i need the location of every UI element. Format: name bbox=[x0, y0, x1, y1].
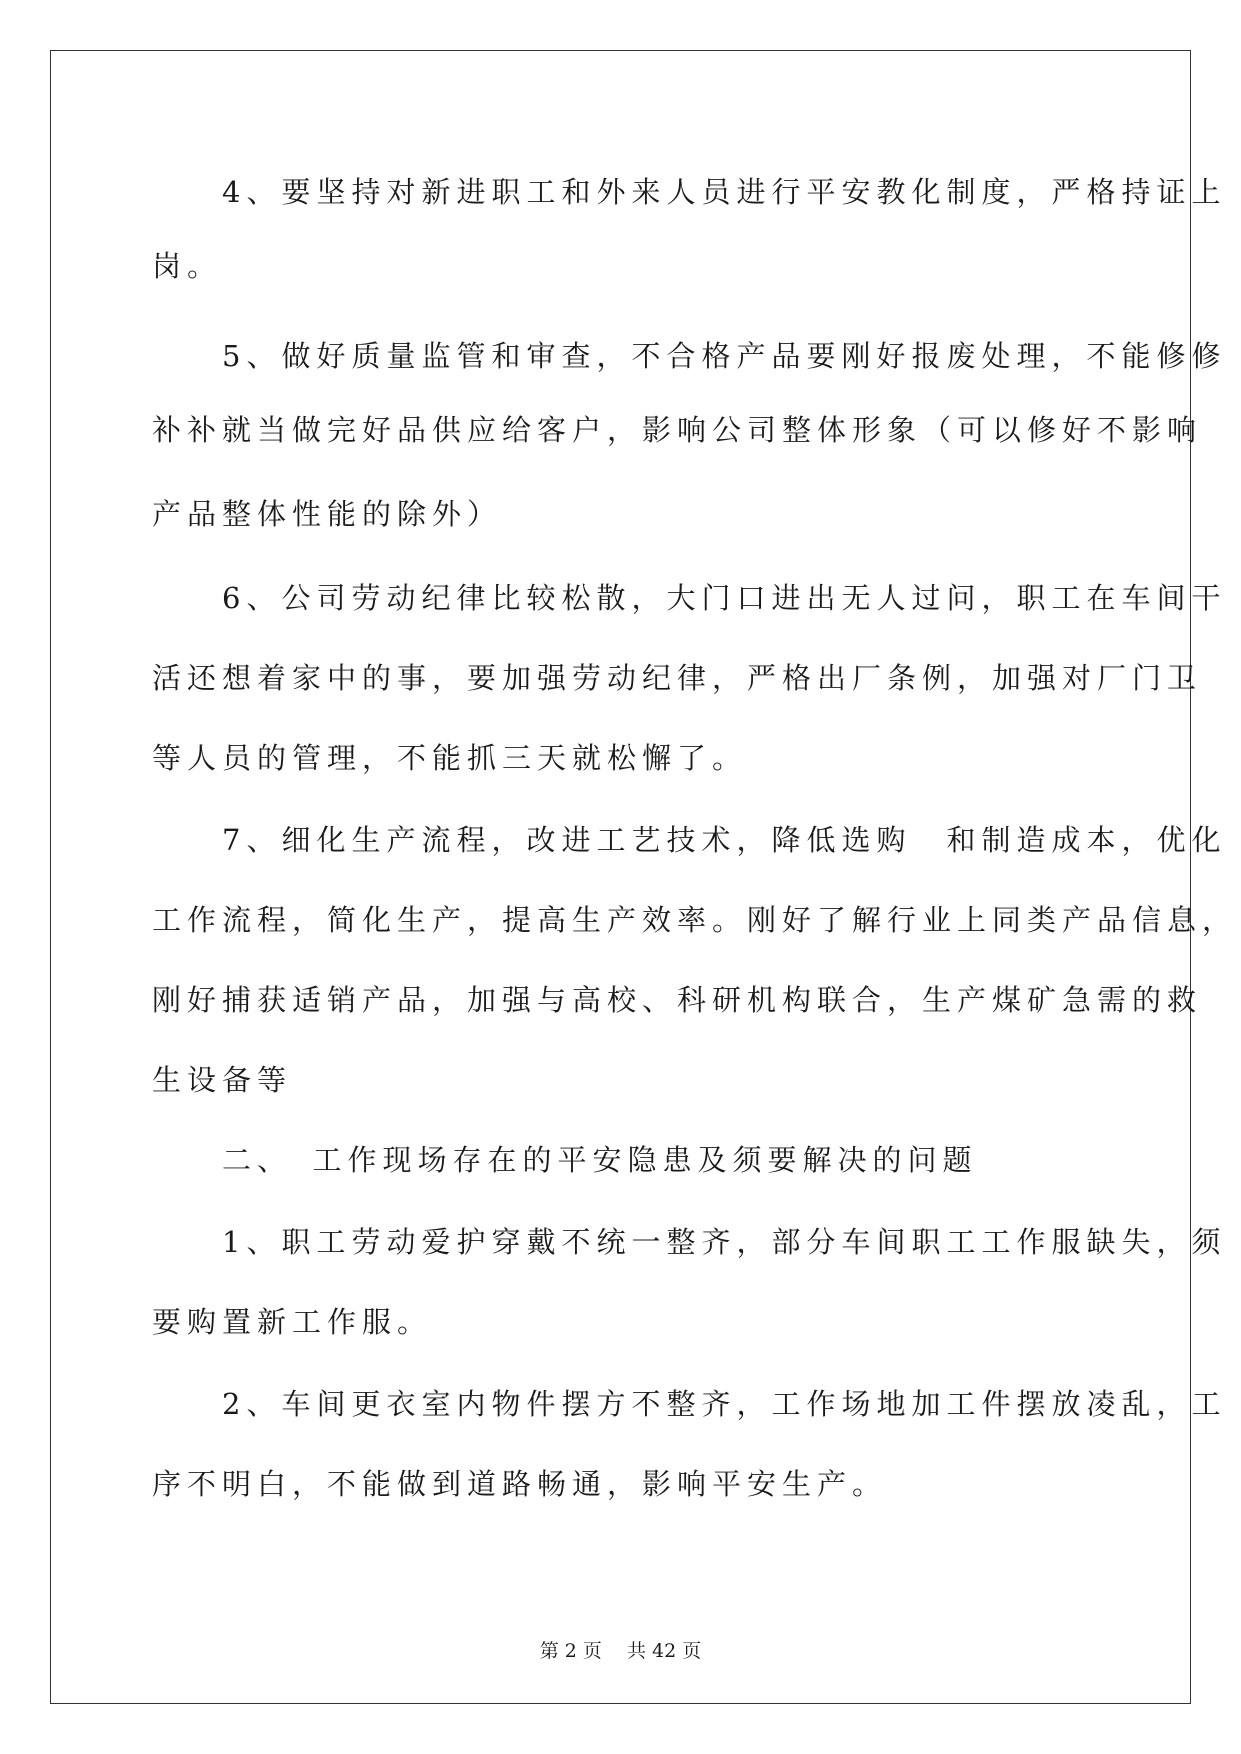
text-line: 工作流程，简化生产，提高生产效率。刚好了解行业上同类产品信息， bbox=[152, 903, 1238, 937]
text-line: 等人员的管理，不能抓三天就松懈了。 bbox=[152, 741, 748, 775]
text-line: 活还想着家中的事，要加强劳动纪律，严格出厂条例，加强对厂门卫 bbox=[152, 661, 1203, 695]
page-border bbox=[50, 50, 1191, 1704]
section-heading: 二、 工作现场存在的平安隐患及须要解决的问题 bbox=[152, 1143, 978, 1177]
text-line: 7、细化生产流程，改进工艺技术，降低选购 和制造成本，优化 bbox=[152, 823, 1227, 857]
text-line: 5、做好质量监管和审查，不合格产品要刚好报废处理，不能修修 bbox=[152, 339, 1227, 373]
text-line: 4、要坚持对新进职工和外来人员进行平安教化制度，严格持证上 bbox=[152, 175, 1227, 209]
text-line: 补补就当做完好品供应给客户，影响公司整体形象（可以修好不影响 bbox=[152, 413, 1203, 447]
text-line: 刚好捕获适销产品，加强与高校、科研机构联合，生产煤矿急需的救 bbox=[152, 983, 1203, 1017]
text-line: 要购置新工作服。 bbox=[152, 1305, 433, 1339]
text-line: 生设备等 bbox=[152, 1063, 293, 1097]
text-line: 产品整体性能的除外） bbox=[152, 497, 503, 531]
text-line: 岗。 bbox=[152, 249, 223, 283]
text-line: 6、公司劳动纪律比较松散，大门口进出无人过问，职工在车间干 bbox=[152, 581, 1227, 615]
text-line: 序不明白，不能做到道路畅通，影响平安生产。 bbox=[152, 1467, 888, 1501]
page-number-footer: 第 2 页 共 42 页 bbox=[539, 1640, 702, 1662]
text-line: 2、车间更衣室内物件摆方不整齐，工作场地加工件摆放凌乱，工 bbox=[152, 1387, 1227, 1421]
text-line: 1、职工劳动爱护穿戴不统一整齐，部分车间职工工作服缺失，须 bbox=[152, 1225, 1227, 1259]
